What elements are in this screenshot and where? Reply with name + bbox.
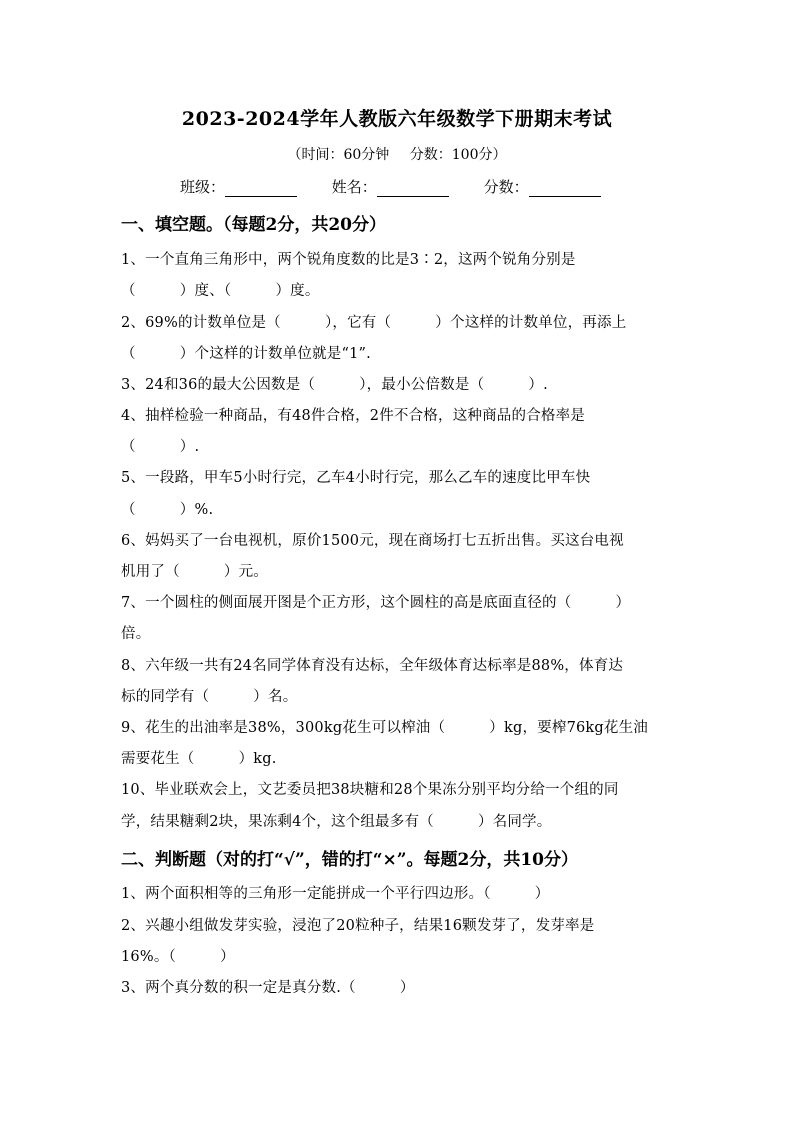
question-line: 需要花生（ ）kg.: [121, 751, 277, 767]
time-limit: （时间：60分钟: [287, 147, 390, 163]
question-line: 机用了（ ）元。: [121, 564, 268, 580]
exam-title: 2023-2024学年人教版六年级数学下册期末考试: [181, 108, 613, 130]
score-field: [484, 176, 601, 197]
student-info-row: [180, 176, 631, 197]
question-line: 1、两个面积相等的三角形一定能拼成一个平行四边形。（ ）: [121, 886, 550, 902]
question-line: 标的同学有（ ）名。: [121, 689, 298, 705]
question-line: 4、抽样检验一种商品，有48件合格，2件不合格，这种商品的合格率是: [121, 408, 585, 424]
name-label: 姓名：: [331, 178, 377, 196]
score-blank[interactable]: [529, 182, 601, 197]
question-line: 9、花生的出油率是38%，300kg花生可以榨油（ ）kg，要榨76kg花生油: [121, 720, 648, 736]
question-line: 6、妈妈买了一台电视机，原价1500元，现在商场打七五折出售。买这台电视: [121, 533, 624, 549]
question-line: （ ）.: [121, 439, 200, 455]
question-line: 2、69%的计数单位是（ ），它有（ ）个这样的计数单位，再添上: [121, 315, 627, 331]
question-line: 5、一段路，甲车5小时行完，乙车4小时行完，那么乙车的速度比甲车快: [121, 470, 591, 486]
question-line: 8、六年级一共有24名同学体育没有达标，全年级体育达标率是88%，体育达: [121, 658, 624, 674]
section-true-false-title: 二、判断题（对的打“√”，错的打“×”。每题2分，共10分）: [121, 850, 579, 870]
name-blank[interactable]: [377, 182, 449, 197]
name-field: [332, 176, 449, 197]
question-line: （ ）个这样的计数单位就是“1”.: [121, 346, 371, 362]
question-line: 16%。（ ）: [121, 949, 235, 965]
question-line: 7、一个圆柱的侧面展开图是个正方形，这个圆柱的高是底面直径的（ ）: [121, 595, 631, 611]
question-line: 学，结果糖剩2块，果冻剩4个，这个组最多有（ ）名同学。: [121, 814, 552, 830]
question-line: 2、兴趣小组做发芽实验，浸泡了20粒种子，结果16颗发芽了，发芽率是: [121, 918, 595, 934]
question-line: 10、毕业联欢会上，文艺委员把38块糖和28个果冻分别平均分给一个组的同: [121, 782, 619, 798]
class-blank[interactable]: [225, 182, 297, 197]
score-label: 分数：: [483, 178, 529, 196]
question-line: （ ）度、（ ）度。: [121, 283, 320, 299]
class-field: [180, 176, 297, 197]
section-fill-in-title: 一、填空题。（每题2分，共20分）: [121, 215, 386, 235]
question-line: （ ）%.: [121, 502, 214, 518]
question-line: 倍。: [121, 626, 151, 642]
exam-subtitle: [0, 144, 794, 164]
question-line: 3、两个真分数的积一定是真分数.（ ）: [121, 980, 415, 996]
class-label: 班级：: [180, 178, 226, 196]
question-line: 1、一个直角三角形中，两个锐角度数的比是3∶2，这两个锐角分别是: [121, 252, 576, 268]
total-score: 分数：100分）: [409, 147, 507, 163]
question-line: 3、24和36的最大公因数是（ ），最小公倍数是（ ）.: [121, 377, 548, 393]
